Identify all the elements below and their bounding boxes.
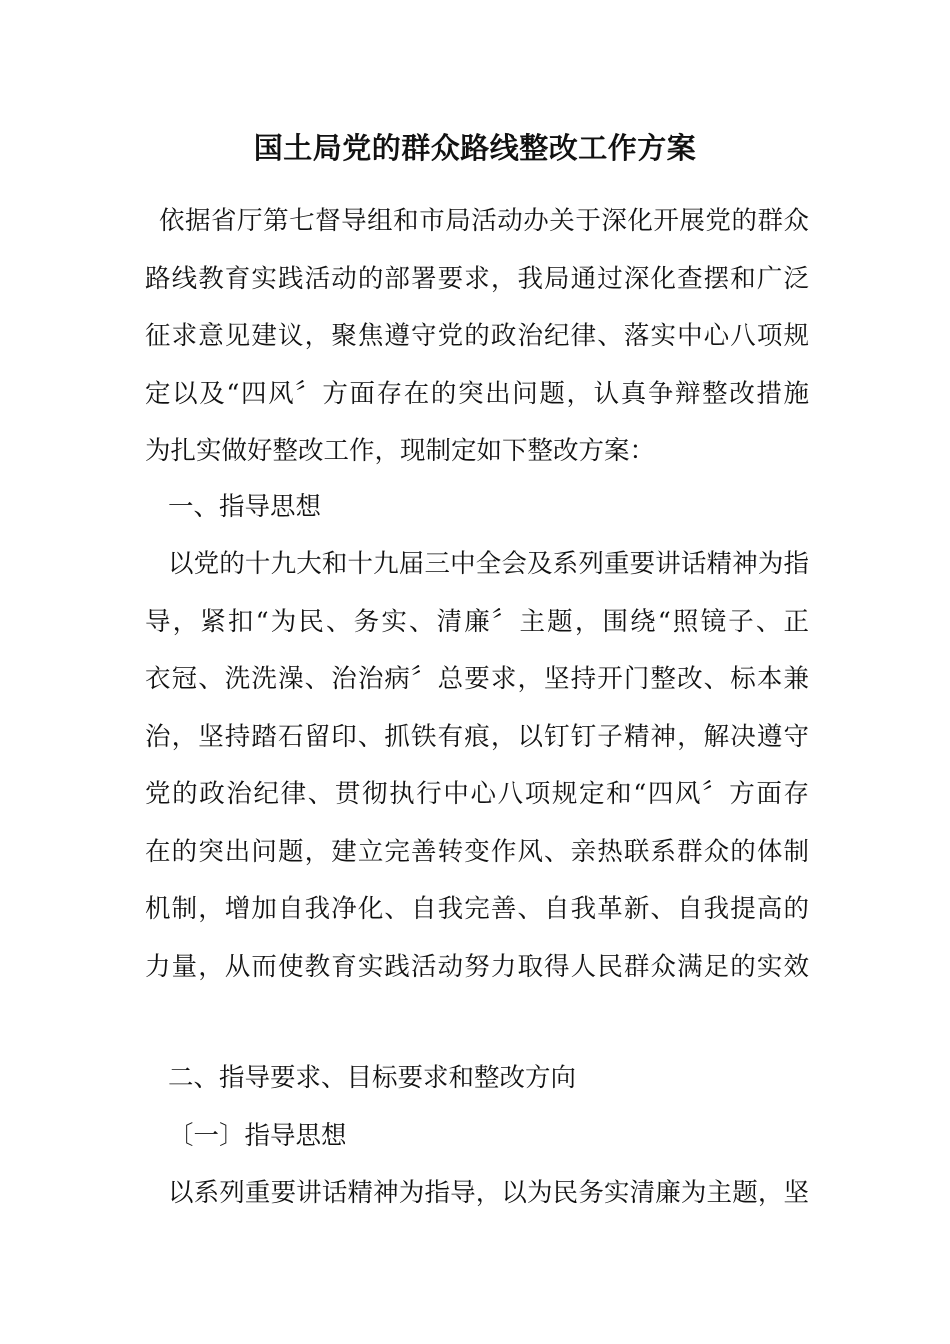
section-1-heading-text: 一、指导思想 xyxy=(168,492,322,522)
intro-line-1: 依据省厅第七督导组和市局活动办关于深化开展党的群众 xyxy=(159,206,809,236)
document-title: 国土局党的群众路线整改工作方案 xyxy=(253,131,697,165)
subsection-1-line-1: 以系列重要讲话精神为指导，以为民务实清廉为主题，坚 xyxy=(168,1178,809,1208)
intro-line-4: 定以及“四风〞方面存在的突出问题，认真争辩整改措施 xyxy=(145,378,809,409)
section-1-heading xyxy=(168,479,832,537)
section-1-line-2: 导，紧扣“为民、务实、清廉〞主题，围绕“照镜子、正 xyxy=(145,606,809,637)
subsection-1-heading-text: 〔一〕指导思想 xyxy=(168,1121,347,1151)
intro-paragraph xyxy=(145,193,809,481)
section-2-heading-text: 二、指导要求、目标要求和整改方向 xyxy=(168,1063,577,1093)
section-1-line-3: 衣冠、洗洗澡、治治病〞总要求，坚持开门整改、标本兼 xyxy=(145,664,809,694)
section-1-line-4: 治，坚持踏石留印、抓铁有痕，以钉钉子精神，解决遵守 xyxy=(145,721,809,752)
intro-line-2: 路线教育实践活动的部署要求，我局通过深化查摆和广泛 xyxy=(145,263,809,294)
intro-line-3: 征求意见建议，聚焦遵守党的政治纪律、落实中心八项规 xyxy=(145,321,809,351)
section-2-heading xyxy=(168,1050,832,1108)
subsection-1-paragraph xyxy=(145,1165,809,1223)
section-1-line-1: 以党的十九大和十九届三中全会及系列重要讲话精神为指 xyxy=(168,549,809,579)
section-1-line-7: 机制，增加自我净化、自我完善、自我革新、自我提高的 xyxy=(145,894,809,924)
section-1-line-6: 在的突出问题，建立完善转变作风、亲热联系群众的体制 xyxy=(145,836,809,867)
section-1-line-5: 党的政治纪律、贯彻执行中心八项规定和“四风〞方面存 xyxy=(145,779,809,809)
intro-line-5: 为扎实做好整改工作，现制定如下整改方案： xyxy=(145,436,656,466)
subsection-1-heading xyxy=(168,1108,832,1166)
section-1-line-8: 力量，从而使教育实践活动努力取得人民群众满足的实效 xyxy=(145,951,809,982)
section-1-paragraph xyxy=(145,536,809,996)
